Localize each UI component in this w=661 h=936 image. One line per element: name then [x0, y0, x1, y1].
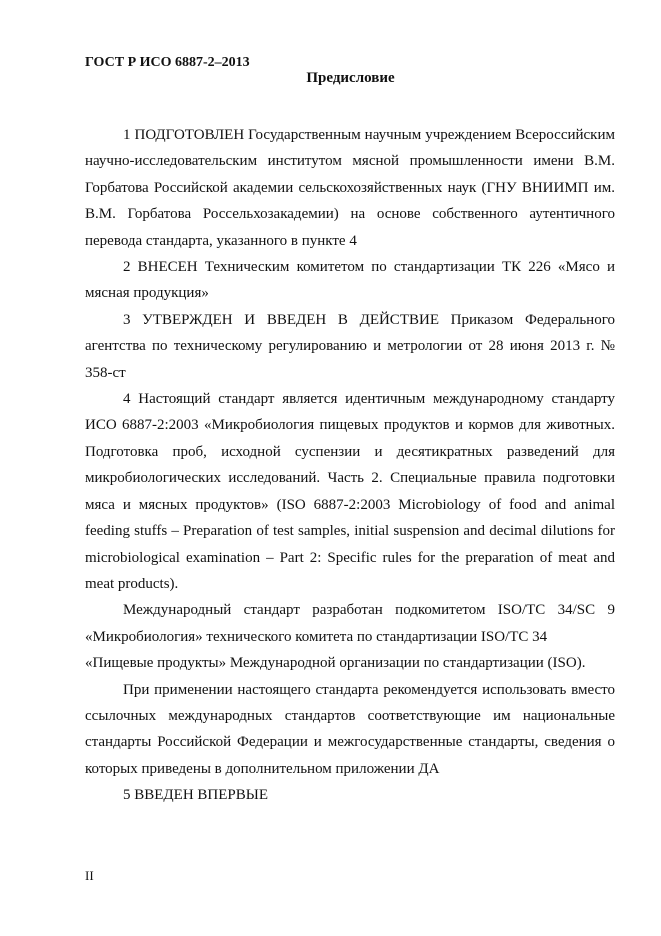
paragraph-first-introduced: 5 ВВЕДЕН ВПЕРВЫЕ — [123, 787, 268, 804]
page-title: Предисловие — [306, 70, 395, 86]
paragraph-approved: 3 УТВЕРЖДЕН И ВВЕДЕН В ДЕЙСТВИЕ Приказом Федерального агентства по техническому регулированию и метрологии от 28 июня 2013 г. № 358-ст — [85, 311, 615, 381]
paragraph-application: При применении настоящего стандарта рекомендуется использовать вместо ссылочных международных стандартов соответствующие им национальные стандарты Российской Федерации и межгосударственные стандарты, сведения о которых приведены в дополнительном приложении ДА — [85, 681, 615, 777]
paragraph-international-developed: Международный стандарт разработан подкомитетом ISO/TC 34/SC 9 «Микробиология» технического комитета по стандартизации ISO/TC 34 — [85, 602, 615, 645]
paragraph-iso-organization: «Пищевые продукты» Международной организации по стандартизации (ISO). — [85, 655, 586, 672]
document-body — [85, 122, 615, 809]
page-number: II — [85, 868, 94, 883]
paragraph-introduced: 2 ВНЕСЕН Техническим комитетом по стандартизации ТК 226 «Мясо и мясная продукция» — [85, 259, 615, 302]
paragraph-prepared: 1 ПОДГОТОВЛЕН Государственным научным учреждением Всероссийским научно-исследовательским институтом мясной промышленности имени В.М. Горбатова Российской академии сельскохозяйственных наук (ГНУ ВНИИМП им. В.М. Горбатова Россельхозакадемии) на основе собственного аутентичного перевода стандарта, указанного в пункте 4 — [85, 127, 615, 249]
standard-header: ГОСТ Р ИСО 6887-2–2013 — [85, 55, 250, 70]
paragraph-identical: 4 Настоящий стандарт является идентичным международному стандарту ИСО 6887-2:2003 «Микробиология пищевых продуктов и кормов для животных. Подготовка проб, исходной суспензии и десятикратных разведений для микробиологических исследований. Часть 2. Специальные правила подготовки мяса и мясных продуктов» (ISO 6887-2:2003 Microbiology of food and animal feeding stuffs – Preparation of test samples, initial suspension and decimal dilutions for microbiological examination – Part 2: Specific rules for the preparation of meat and meat products). — [85, 391, 615, 592]
